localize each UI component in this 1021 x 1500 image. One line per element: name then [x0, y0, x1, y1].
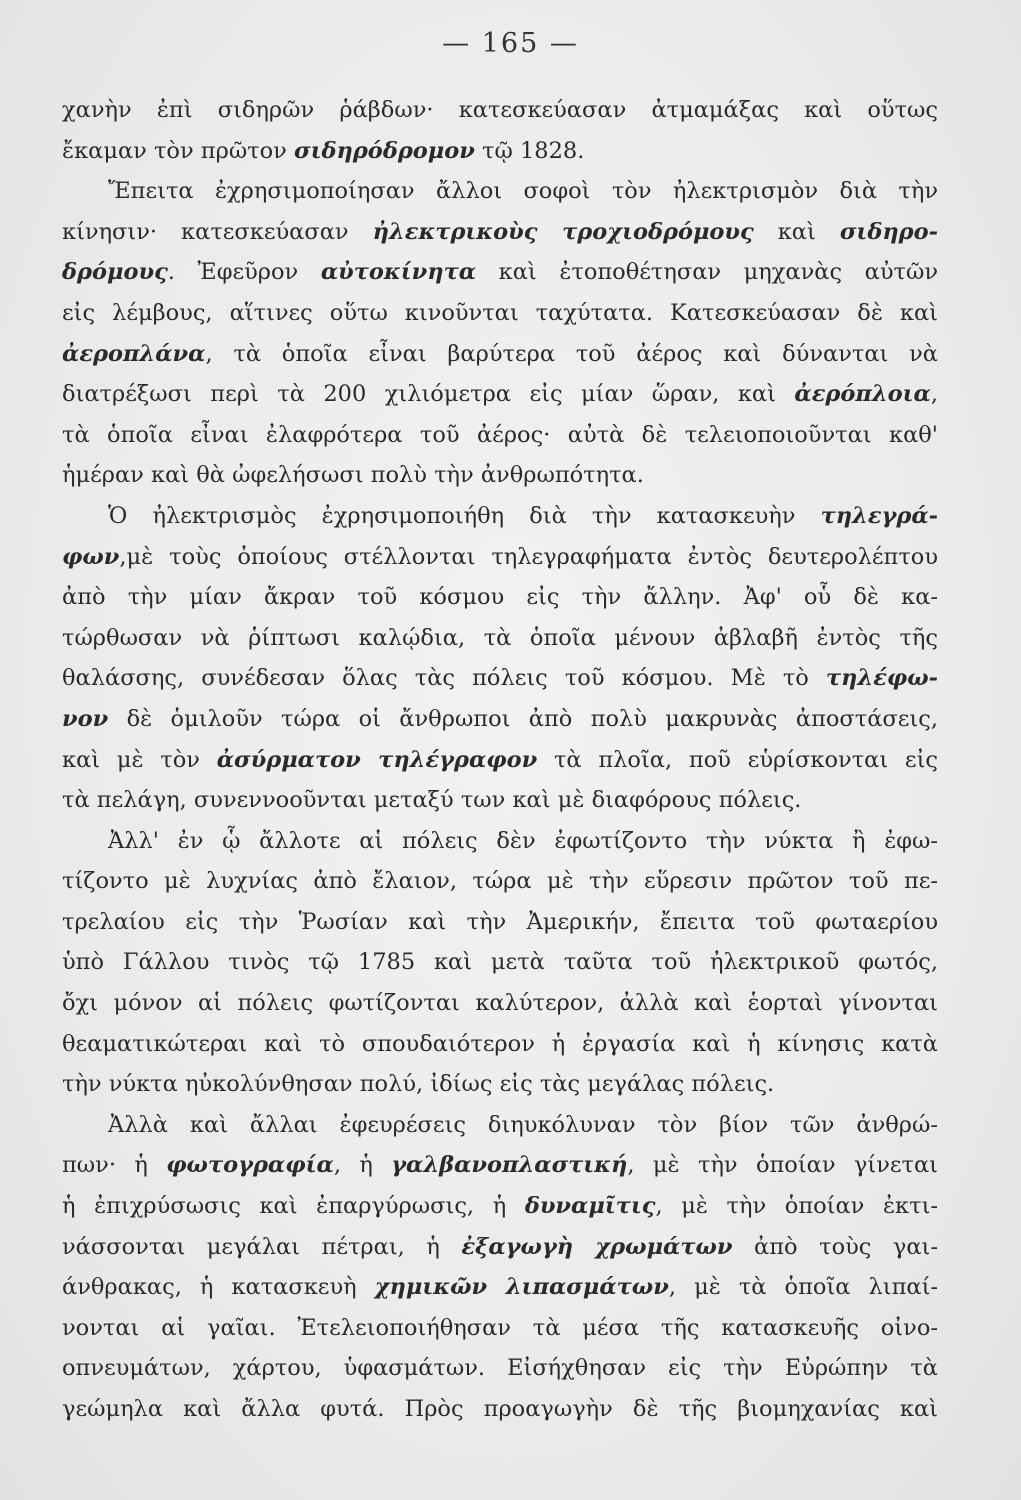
text-line	[62, 496, 938, 537]
text-segment: ἀπὸ τὴν μίαν ἄκραν τοῦ κόσμου εἰς τὴν ἄλλην. Ἀφ' οὗ δὲ κα-	[62, 584, 938, 611]
emphasized-term: φων	[62, 543, 120, 570]
text-segment: τὰ πλοῖα, ποῦ εὑρίσκονται εἰς	[537, 746, 938, 773]
emphasized-term: τηλέφω-	[825, 665, 938, 692]
text-line	[62, 415, 938, 456]
text-line	[62, 1145, 938, 1186]
text-segment: χανὴν ἐπὶ σιδηρῶν ῥάβδων· κατεσκεύασαν ἀτμαμάξας καὶ οὕτως	[62, 97, 938, 123]
text-segment: τρελαίου εἰς τὴν Ῥωσίαν καὶ τὴν Ἀμερικήν, ἔπειτα τοῦ φωταερίου	[62, 908, 938, 935]
text-segment: ἡμέραν καὶ θὰ ὠφελήσωσι πολὺ τὴν ἀνθρωπότητα.	[62, 462, 644, 489]
text-segment: διατρέξωσι περὶ τὰ 200 χιλιόμετρα εἰς μίαν ὥραν, καὶ	[62, 381, 795, 408]
text-line	[62, 1348, 938, 1389]
text-segment: θεαματικώτεραι καὶ τὸ σπουδαιότερον ἡ ἐργασία καὶ ἡ κίνησις κατὰ	[62, 1030, 938, 1057]
text-segment: καὶ ἐτοποθέτησαν μηχανὰς αὐτῶν	[476, 259, 938, 286]
text-line	[62, 1064, 938, 1105]
page-number: — 165 —	[442, 28, 579, 59]
emphasized-term: τηλεγρά-	[820, 502, 938, 529]
emphasized-term: χημικῶν λιπασμάτων	[374, 1274, 669, 1301]
emphasized-term: ἐξαγωγὴ χρωμάτων	[461, 1233, 733, 1260]
text-segment: ἀπὸ τοὺς γαι-	[732, 1233, 938, 1260]
text-segment: ,	[930, 381, 938, 408]
text-line	[62, 171, 938, 212]
text-line	[62, 740, 938, 781]
text-segment: τίζοντο μὲ λυχνίας ἀπὸ ἔλαιον, τώρα μὲ τὴν εὕρεσιν πρῶτον τοῦ πε-	[62, 868, 938, 895]
text-line	[62, 821, 938, 862]
text-segment: νονται αἱ γαῖαι. Ἐτελειοποιήθησαν τὰ μέσα τῆς κατασκευῆς οἰνο-	[62, 1314, 938, 1341]
text-line	[62, 1105, 938, 1146]
text-segment: τῷ 1828.	[474, 137, 585, 164]
text-line	[62, 455, 938, 496]
emphasized-term: σιδηρο-	[839, 218, 938, 245]
text-segment: δὲ ὁμιλοῦν τώρα οἱ ἄνθρωποι ἀπὸ πολὺ μακρυνὰς ἀποστάσεις,	[108, 705, 938, 732]
text-line	[62, 618, 938, 659]
text-line	[62, 983, 938, 1024]
text-segment: , ἡ	[333, 1152, 392, 1179]
emphasized-term: ἀσύρματον τηλέγραφον	[216, 746, 538, 773]
emphasized-term: νον	[62, 705, 109, 732]
text-line	[62, 1389, 938, 1430]
text-line	[62, 861, 938, 902]
text-segment: ,μὲ τοὺς ὁποίους στέλλονται τηλεγραφήματα ἐντὸς δευτερολέπτου	[119, 543, 938, 570]
text-line	[62, 293, 938, 334]
emphasized-term: ἀερόπλοια	[794, 381, 931, 408]
text-segment: γεώμηλα καὶ ἄλλα φυτά. Πρὸς προαγωγὴν δὲ τῆς βιομηχανίας καὶ	[62, 1396, 938, 1422]
text-line	[62, 1024, 938, 1065]
text-line	[62, 699, 938, 740]
emphasized-term: σιδηρόδρομον	[294, 137, 475, 164]
emphasized-term: ἠλεκτρικοὺς τροχιοδρόμους	[372, 218, 754, 245]
text-segment: ὄχι μόνον αἱ πόλεις φωτίζονται καλύτερον, ἀλλὰ καὶ ἑορταὶ γίνονται	[62, 990, 938, 1017]
text-segment: Ἀλλὰ καὶ ἄλλαι ἐφευρέσεις διηυκόλυναν τὸν βίον τῶν ἀνθρώ-	[108, 1111, 938, 1138]
text-line	[62, 212, 938, 253]
text-line	[62, 374, 938, 415]
text-segment: καὶ	[753, 218, 840, 245]
emphasized-term: δρόμους	[62, 259, 168, 286]
text-segment: κίνησιν· κατεσκεύασαν	[62, 218, 373, 245]
text-line	[62, 1267, 938, 1308]
text-segment: τώρθωσαν νὰ ῥίπτωσι καλῴδια, τὰ ὁποῖα μένουν ἀβλαβῆ ἐντὸς τῆς	[62, 624, 938, 651]
text-segment: θαλάσσης, συνέδεσαν ὅλας τὰς πόλεις τοῦ κόσμου. Μὲ τὸ	[62, 665, 826, 692]
text-line	[62, 1308, 938, 1349]
text-segment: τὰ πελάγη, συνεννοοῦνται μεταξύ των καὶ μὲ διαφόρους πόλεις.	[62, 787, 802, 814]
text-line	[62, 780, 938, 821]
text-segment: ἔκαμαν τὸν πρῶτον	[62, 137, 294, 164]
text-line	[62, 537, 938, 578]
emphasized-term: αὐτοκίνητα	[320, 259, 477, 286]
text-segment: , μὲ τὰ ὁποῖα λιπαί-	[668, 1274, 938, 1301]
text-segment: ὑπὸ Γάλλου τινὸς τῷ 1785 καὶ μετὰ ταῦτα τοῦ ἠλεκτρικοῦ φωτός,	[62, 949, 938, 976]
emphasized-term: ἀεροπλάνα	[62, 340, 206, 367]
text-segment: πων· ἡ	[62, 1152, 167, 1179]
text-segment: άνθρακας, ἡ κατασκευὴ	[62, 1274, 375, 1301]
text-line	[62, 334, 938, 375]
text-line	[62, 252, 938, 293]
text-line	[62, 90, 938, 131]
text-line	[62, 942, 938, 983]
emphasized-term: δυναμῖτις	[524, 1193, 656, 1220]
text-segment: ἡ ἐπιχρύσωσις καὶ ἐπαργύρωσις, ἡ	[62, 1193, 525, 1220]
text-line	[62, 902, 938, 943]
text-segment: τὰ ὁποῖα εἶναι ἐλαφρότερα τοῦ ἀέρος· αὐτὰ δὲ τελειοποιοῦνται καθ'	[62, 421, 938, 448]
text-segment: , μὲ τὴν ὁποίαν ἐκτι-	[655, 1193, 938, 1220]
text-segment: Ἀλλ' ἐν ᾧ ἄλλοτε αἱ πόλεις δὲν ἐφωτίζοντο τὴν νύκτα ἢ ἐφω-	[108, 827, 938, 854]
text-line	[62, 131, 938, 172]
text-segment: τὴν νύκτα ηὐκολύνθησαν πολύ, ἰδίως εἰς τὰς μεγάλας πόλεις.	[62, 1071, 775, 1098]
body-text	[62, 90, 938, 1430]
text-line	[62, 1186, 938, 1227]
text-segment: καὶ μὲ τὸν	[62, 746, 217, 773]
emphasized-term: γαλβανοπλαστική	[391, 1152, 628, 1179]
text-segment: Ἔπειτα ἐχρησιμοποίησαν ἄλλοι σοφοὶ τὸν ἠλεκτρισμὸν διὰ τὴν	[108, 178, 938, 205]
text-segment: Ὁ ἠλεκτρισμὸς ἐχρησιμοποιήθη διὰ τὴν κατασκευὴν	[108, 502, 821, 529]
text-line	[62, 658, 938, 699]
text-segment: , τὰ ὁποῖα εἶναι βαρύτερα τοῦ ἀέρος καὶ δύνανται νὰ	[205, 340, 938, 367]
text-segment: , μὲ τὴν ὁποίαν γίνεται	[627, 1152, 938, 1179]
text-segment: οπνευμάτων, χάρτου, ὑφασμάτων. Εἰσήχθησαν εἰς τὴν Εὐρώπην τὰ	[62, 1355, 938, 1382]
text-line	[62, 577, 938, 618]
text-segment: . Ἐφεῦρον	[167, 259, 321, 286]
text-line	[62, 1227, 938, 1268]
emphasized-term: φωτογραφία	[166, 1152, 334, 1179]
text-segment: εἰς λέμβους, αἵτινες οὕτω κινοῦνται ταχύτατα. Κατεσκεύασαν δὲ καὶ	[62, 299, 938, 326]
text-segment: νάσσονται μεγάλαι πέτραι, ἡ	[62, 1233, 462, 1260]
